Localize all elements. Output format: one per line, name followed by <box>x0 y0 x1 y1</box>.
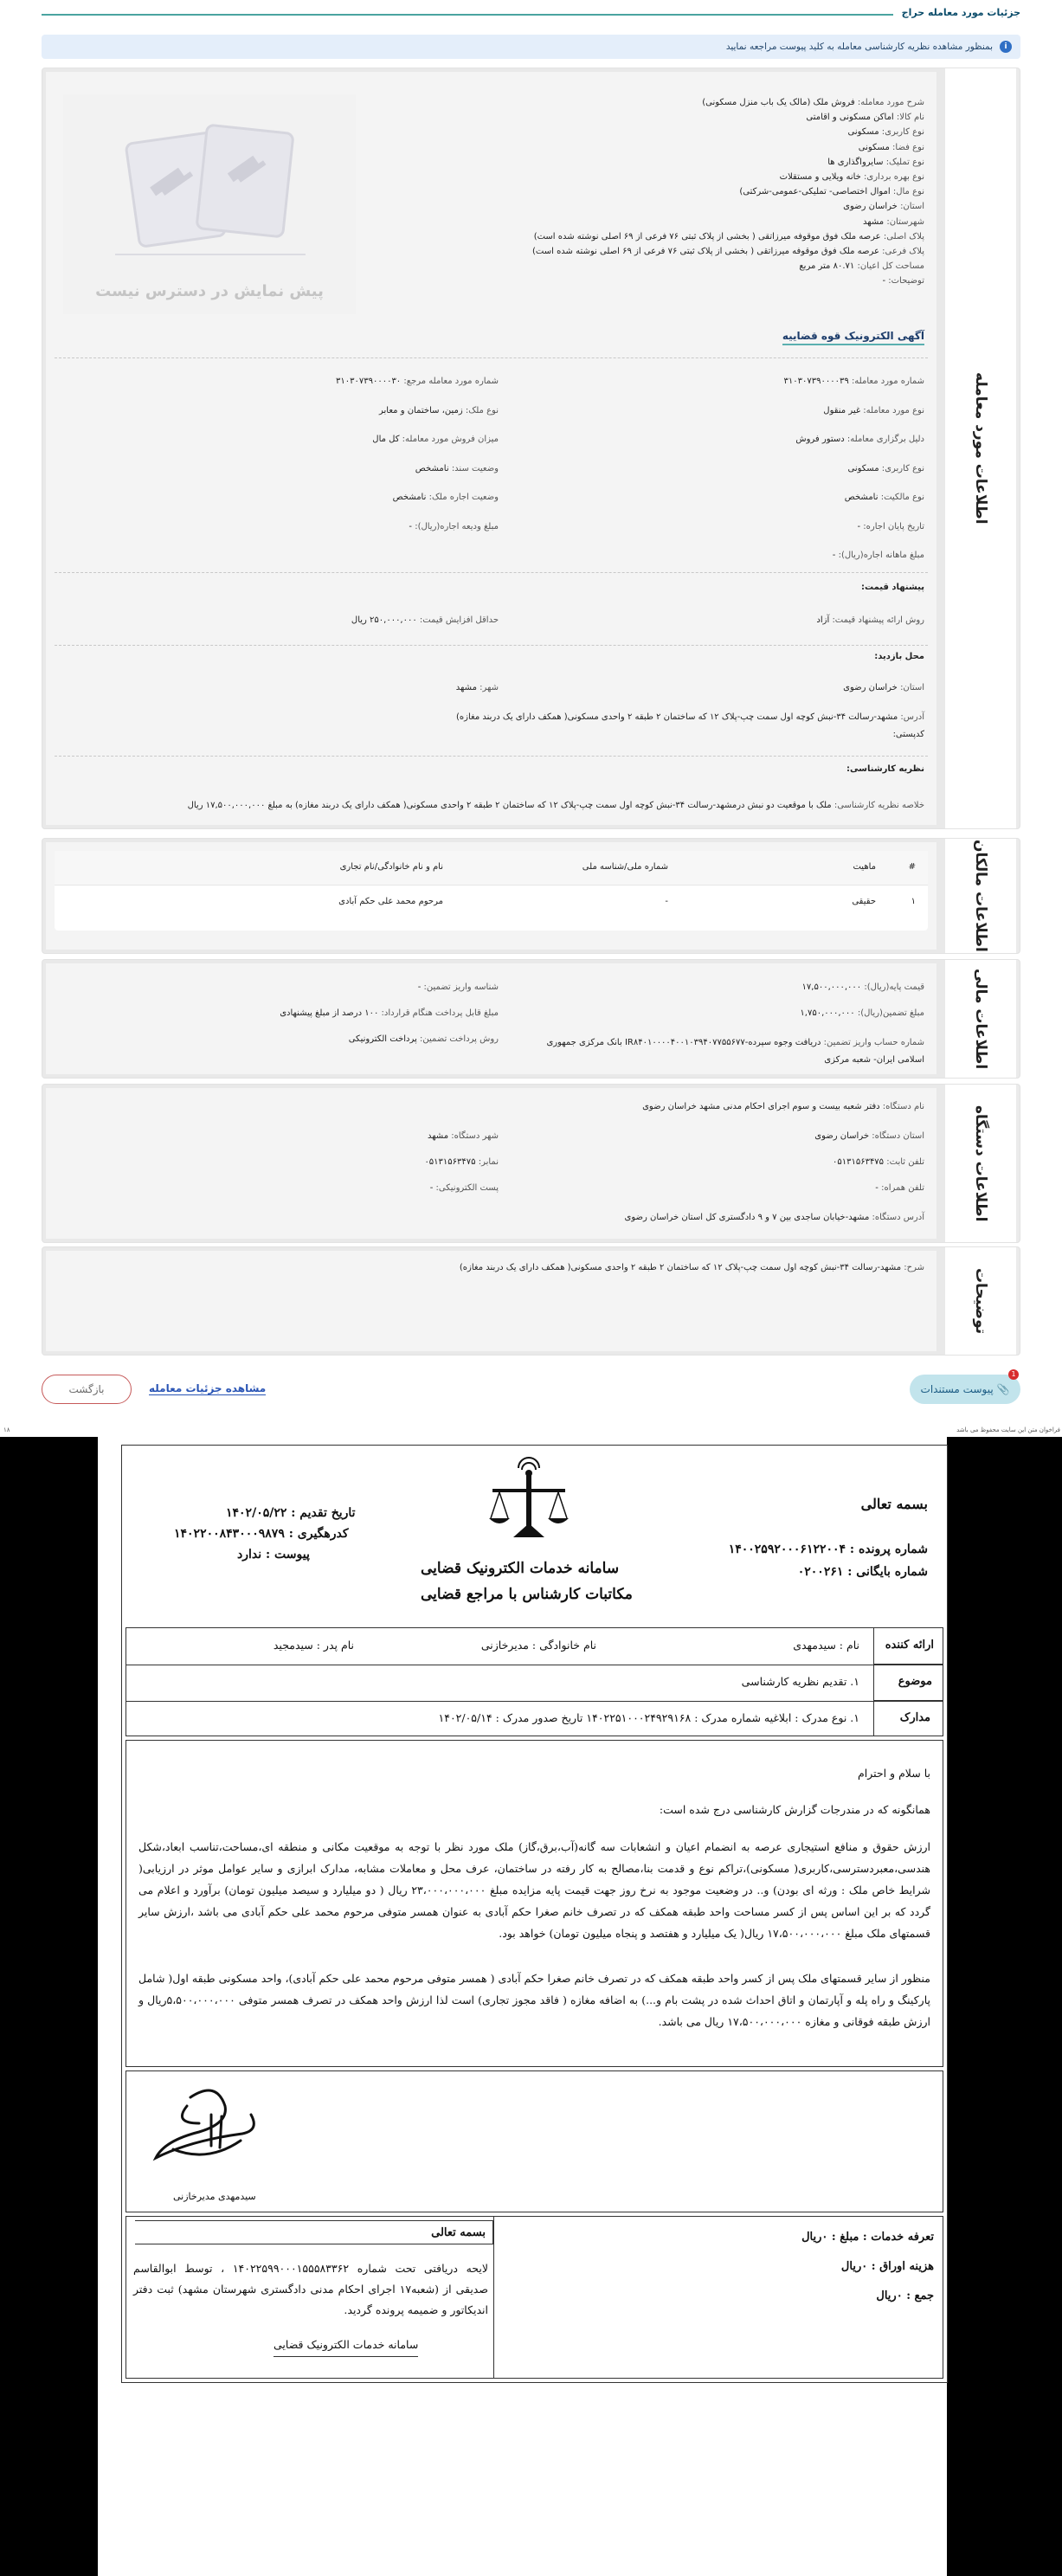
field-value: خراسان رضوی <box>843 202 898 212</box>
doc-docs: ۱. نوع مدرک : ابلاغیه شماره مدرک : ۱۴۰۲۲۵۱۰۰۰۲۴۹۲۹۱۶۸ تاریخ صدور مدرک : ۱۴۰۲/۰۵/۱۴ <box>438 1711 859 1724</box>
field-value: - <box>429 1183 434 1193</box>
field-row <box>814 1131 924 1141</box>
viewer-margin-right <box>947 1437 1062 2576</box>
field-row <box>858 522 925 531</box>
field-row <box>843 202 924 211</box>
divider <box>55 357 928 358</box>
deal-section-body <box>46 72 936 825</box>
field-row <box>863 217 924 227</box>
info-notice <box>42 35 1020 59</box>
field-label: دلیل برگزاری معامله: <box>846 435 924 444</box>
owners-section <box>42 838 1020 954</box>
field-value: زمین، ساختمان و معابر <box>378 405 463 415</box>
doc-body-box <box>126 1740 943 2067</box>
field-label: روش پرداخت تضمین: <box>420 1034 499 1044</box>
doc-paragraph-2: منظور از سایر قسمتهای ملک پس از کسر واحد طبقه همکف که در تصرف خانم صغرا حکم آبادی ( همسر متوفی مرحوم محمد علی حکم آبادی)، واحد مسکونی طبقه اول( شامل پارکینگ و راه پله و آپارتمان و اتاق احداث شده در پشت بام و...) به اضافه مغازه ( فاقد مجوز تجاری) است لذا ارزش واحد همکف در تصرف همسر متوفی ۵،۵۰۰،۰۰۰،۰۰۰ریال و ارزش طبقه فوقانی و مغازه ۱۷،۵۰۰،۰۰۰،۰۰۰ ریال می باشد. <box>138 1972 930 2028</box>
field-value: مسکونی <box>847 127 879 138</box>
field-value: مشهد <box>427 1131 449 1141</box>
visit-title: محل بازدید: <box>874 652 924 661</box>
owners-section-tab: اطلاعات مالکان <box>945 839 1020 953</box>
price-method: روش ارائه پیشنهاد قیمت: آزاد <box>816 615 924 625</box>
signature-image <box>138 2080 268 2184</box>
expert-title: نظریه کارشناسی: <box>846 764 924 774</box>
field-label: مبلغ تضمین(ریال): <box>857 1008 924 1018</box>
field-value: مشهد <box>863 216 885 227</box>
field-label: مبلغ ماهانه اجاره(ریال): <box>838 551 924 560</box>
image-placeholder <box>63 94 356 314</box>
doc-sign-name: سیدمهدی مدیرخازنی <box>173 2191 256 2202</box>
field-label: قیمت پایه(ریال): <box>864 982 924 992</box>
doc-sys-title: سامانه خدمات الکترونیک قضایی <box>421 1560 620 1577</box>
owners-cell: - <box>665 897 668 906</box>
finance-section-body <box>46 963 936 1074</box>
field-row <box>875 1183 924 1193</box>
field-value: نامشخص <box>415 463 449 473</box>
notice-text: بمنظور مشاهده نظریه کارشناسی معامله به کلید پیوست مراجعه نمایید <box>725 42 993 52</box>
owners-header-cell: # <box>908 862 916 872</box>
attachments-count-badge: 1 <box>1008 1369 1019 1380</box>
field-row <box>799 261 924 271</box>
field-label: مبلغ ودیعه اجاره(ریال): <box>415 521 499 531</box>
doc-besm-2: بسمه تعالی <box>135 2220 493 2244</box>
field-row <box>800 1008 924 1018</box>
field-label: نوع بهره برداری: <box>864 172 924 182</box>
deal-section <box>42 68 1020 829</box>
field-value: ۳۱۰۳۰۷۳۹۰۰۰۰۳۰ <box>335 377 402 386</box>
field-value: غیر منقول <box>823 405 861 415</box>
min-increase: حداقل افزایش قیمت: ۲۵۰,۰۰۰,۰۰۰ ریال <box>351 615 499 625</box>
doc-case-no: شماره پرونده : ۱۴۰۰۲۵۹۲۰۰۰۶۱۲۲۰۰۴ <box>728 1542 928 1556</box>
field-label: وضعیت سند: <box>451 463 499 473</box>
field-value: - <box>857 521 861 531</box>
expert-report-document <box>98 1437 947 2576</box>
field-value: خراسان رضوی <box>814 1131 870 1141</box>
field-value: دریافت وجوه سپرده-IR۸۴۰۱۰۰۰۰۴۰۰۱۰۳۹۴۰۷۷۵۵۶۷۷ بانک مرکزی جمهوری اسلامی ایران- شعبه مرکزی <box>546 1038 924 1065</box>
doc-besm: بسمه تعالی <box>860 1496 928 1512</box>
ekad-link[interactable]: آگهی الکترونیک قوه قضاییه <box>782 330 924 345</box>
field-value: ۰۵۱۳۱۵۶۳۴۷۵ <box>832 1157 885 1167</box>
field-value: اماکن مسکونی و اقامتی <box>806 113 894 123</box>
field-value: ۸۰.۷۱ متر مربع <box>799 261 855 272</box>
office-section-tab: اطلاعات دستگاه <box>945 1085 1020 1242</box>
doc-total: جمع : ۰ریال <box>876 2289 934 2302</box>
field-label: استان: <box>900 202 924 212</box>
notes-section-tab: توضیحات <box>945 1247 1020 1355</box>
owners-table-header <box>55 851 928 886</box>
expert-summary: خلاصه نظریه کارشناسی: ملک با موقعیت دو نبش درمشهد-رسالت ۳۴-نبش کوچه اول سمت چپ-پلاک ۱۲ که ساختمان ۲ طبقه ۲ واحدی مسکونی( همکف دارای یک دربند مغازه) به مبلغ ۱۷,۵۰۰,۰۰۰,۰۰۰ ریال <box>187 801 924 810</box>
field-row <box>702 98 924 107</box>
field-value: ۳۱۰۳۰۷۳۹۰۰۰۰۳۹ <box>783 377 849 386</box>
field-label: نوع مورد معامله: <box>863 405 924 415</box>
field-row <box>532 247 924 256</box>
field-row <box>379 406 499 415</box>
doc-info-table <box>126 1627 943 1736</box>
visit-province: استان: خراسان رضوی <box>843 683 924 692</box>
deal-section-tab: اطلاعات مورد معامله <box>945 68 1020 828</box>
field-label: شماره مورد معامله مرجع: <box>403 377 499 386</box>
doc-subject: ۱. تقدیم نظریه کارشناسی <box>741 1675 859 1688</box>
field-row <box>847 464 924 473</box>
field-value: ۱۰۰ درصد از مبلغ پیشنهادی <box>280 1008 379 1018</box>
field-label: نوع کاربری: <box>881 127 924 138</box>
owners-cell: ۱ <box>911 897 916 906</box>
finance-section <box>42 959 1020 1079</box>
field-label: نوع تملیک: <box>885 157 924 167</box>
viewer-margin-left <box>0 1437 98 2576</box>
field-label: استان دستگاه: <box>872 1131 924 1141</box>
doc-provider-label: ارائه کننده <box>885 1639 934 1652</box>
field-label: شناسه واریز تضمین: <box>423 982 499 992</box>
doc-note: لایحه دریافتی تحت شماره ۱۴۰۲۲۵۹۹۰۰۰۱۵۵۵۸۳۳۶۲ ، توسط ابوالقاسم صدیقی از (شعبه۱۷ اجرای احکام مدنی دادگستری شهرستان مشهد) ثبت دفتر اندیکاتور و ضمیمه پرونده گردید. <box>133 2262 488 2316</box>
field-row <box>833 551 924 560</box>
field-row <box>847 127 924 137</box>
field-label: تلفن همراه: <box>881 1183 924 1193</box>
viewer-strip <box>0 1426 1062 1437</box>
visit-postal: کدپستی: <box>892 730 924 739</box>
attachments-button[interactable] <box>910 1370 1020 1404</box>
owners-header-cell: نام و نام خانوادگی/نام تجاری <box>339 862 443 872</box>
doc-note-sys: سامانه خدمات الکترونیک قضایی <box>274 2338 418 2357</box>
field-row <box>424 1157 499 1167</box>
field-label: شماره مورد معامله: <box>851 377 924 386</box>
field-label: مساحت کل اعیان: <box>857 261 924 272</box>
field-label: پست الکترونیکی: <box>435 1183 499 1193</box>
field-value: خانه ویلایی و مستقلات <box>779 172 861 182</box>
field-value: کل مال <box>372 435 400 444</box>
field-value: - <box>832 551 836 560</box>
doc-attach: پیوست : ندارد <box>237 1548 310 1562</box>
field-value: مسکونی <box>858 142 890 152</box>
field-row <box>349 1034 499 1044</box>
field-label: نام کالا: <box>896 113 924 123</box>
field-value: عرصه ملک فوق موقوفه میرزاتقی ( بخشی از پلاک ثبتی ۷۶ فرعی از ۶۹ اصلی نوشته شده است) <box>533 231 881 242</box>
owners-cell: مرحوم محمد علی حکم آبادی <box>338 897 443 906</box>
field-label: نوع کاربری: <box>881 463 924 473</box>
field-row <box>802 982 924 992</box>
divider <box>55 756 928 757</box>
field-label: شهر دستگاه: <box>451 1131 499 1141</box>
field-row <box>280 1008 499 1018</box>
field-row <box>739 187 924 196</box>
field-label: تاریخ پایان اجاره: <box>863 521 924 531</box>
visit-address: آدرس: مشهد-رسالت ۳۴-نبش کوچه اول سمت چپ-پلاک ۱۲ که ساختمان ۲ طبقه ۲ واحدی مسکونی( همکف دارای یک دربند مغازه) <box>455 712 924 722</box>
doc-archive-no: شماره بایگانی : ۰۲۰۰۲۶۱ <box>797 1565 928 1579</box>
field-row <box>430 1183 499 1193</box>
image-caption: پیش نمایش در دسترس نیست <box>95 282 324 300</box>
field-label: وضعیت اجاره ملک: <box>428 493 499 502</box>
field-row <box>795 435 924 444</box>
justice-scale-icon <box>486 1454 572 1558</box>
field-label: نوع مال: <box>892 187 924 197</box>
field-value: دستور فروش <box>795 435 845 444</box>
field-label: میزان فروش مورد معامله: <box>402 435 499 444</box>
details-link[interactable]: مشاهده جزئیات معامله <box>149 1382 267 1394</box>
field-value: نامشخص <box>844 493 879 502</box>
field-label: نمابر: <box>478 1157 499 1167</box>
owners-cell: حقیقی <box>852 897 876 906</box>
doc-intro: همانگونه که در مندرجات گزارش کارشناسی درج شده است: <box>659 1803 930 1816</box>
notes-text: شرح: مشهد-رسالت ۳۴-نبش کوچه اول سمت چپ-پلاک ۱۲ که ساختمان ۲ طبقه ۲ واحدی مسکونی( همکف دارای یک دربند مغازه) <box>459 1263 924 1272</box>
field-label: شهرستان: <box>886 216 924 227</box>
visit-city: شهر: مشهد <box>455 683 499 692</box>
field-row <box>534 232 924 242</box>
field-value: ۱۷,۵۰۰,۰۰۰,۰۰۰ <box>801 982 862 992</box>
doc-submit-date: تاریخ تقدیم : ۱۴۰۲/۰۵/۲۲ <box>226 1506 356 1520</box>
divider <box>55 645 928 646</box>
doc-name: نام : سیدمهدی <box>793 1639 859 1652</box>
field-label: تلفن ثابت: <box>886 1157 924 1167</box>
owners-table-body <box>55 886 928 920</box>
office-name: نام دستگاه: دفتر شعبه بیست و سوم اجرای احکام مدنی مشهد خراسان رضوی <box>642 1102 924 1111</box>
field-label: نوع مالکیت: <box>880 493 924 502</box>
field-row <box>409 522 499 531</box>
field-value: - <box>417 982 422 992</box>
field-label: توضیحات: <box>888 276 924 287</box>
doc-paragraph-1: ارزش حقوق و منافع استیجاری عرصه به انضمام اعیان و انشعابات سه گانه(آب،برق،گاز) ملک مورد نظر با توجه به موقعیت مکانی و منطقه ای،مساحت،تناسب ابعاد،شکل هندسی،معبردسترسی،کاربری( مسکونی)،تراکم نوع و قدمت بنا،مصالح به کار رفته در ساختمان، عرف محل و معاملات مشابه، مدارک ابرازی و سایر عوامل موثر در ارزیابی( شرایط خاص ملک : ورثه ای بودن) و.. در وضعیت موجود به نرخ روز جهت قیمت پایه مزایده مبلغ ۲۳،۰۰۰،۰۰۰،۰۰۰ ریال ( دو میلیارد و سیصد میلیون تومان) برآورد و اعلام می گردد که بر این اساس پس از کسر مساحت واحد طبقه همکف که در تصرف خانم صغرا حکم آبادی به عنوان همسر متوفی مرحوم محمد علی حکم آبادی می باشد ،ارزش سایر قسمتهای ملک مبلغ ۱۷،۵۰۰،۰۰۰،۰۰۰ ریال( یک میلیارد و هفتصد و پنجاه میلیون تومان) خواهد بود. <box>138 1840 930 1940</box>
field-row <box>806 113 924 122</box>
price-suggest-title: پیشنهاد قیمت: <box>861 583 924 592</box>
field-label: شرح مورد معامله: <box>857 98 924 107</box>
doc-sys-sub: مکاتبات کارشناس با مراجع قضایی <box>421 1586 633 1603</box>
strip-page: ۱۸ <box>3 1426 10 1433</box>
field-value: نامشخص <box>392 493 427 502</box>
doc-signature-box <box>126 2070 943 2212</box>
field-row <box>428 1131 499 1141</box>
field-label: شماره حساب واریز تضمین: <box>823 1038 924 1047</box>
field-row <box>415 464 499 473</box>
field-value: - <box>875 1183 879 1193</box>
doc-fee: تعرفه خدمات : مبلغ : ۰ریال <box>801 2231 934 2244</box>
field-value: ۰۵۱۳۱۵۶۳۴۷۵ <box>424 1157 476 1167</box>
divider <box>126 1701 943 1702</box>
field-value: عرصه ملک فوق موقوفه میرزاتقی ( بخشی از پلاک ثبتی ۷۶ فرعی از ۶۹ اصلی نوشته شده است) <box>532 247 879 256</box>
doc-docs-label: مدارک <box>899 1711 930 1724</box>
notes-section-body <box>46 1251 936 1351</box>
field-row <box>780 172 924 182</box>
info-icon: i <box>1000 41 1012 53</box>
field-value: مسکونی <box>847 463 879 473</box>
field-value: پرداخت الکترونیکی <box>348 1034 417 1044</box>
field-label: پلاک فرعی: <box>882 247 924 256</box>
owners-header-cell: شماره ملی/شناسه ملی <box>582 862 668 872</box>
doc-father: نام پدر : سیدمجید <box>273 1639 354 1652</box>
field-value: - <box>409 521 413 531</box>
paperclip-icon: 📎 <box>996 1383 1010 1395</box>
owners-section-body <box>46 842 936 950</box>
doc-paper: هزینه اوراق : ۰ریال <box>840 2260 934 2273</box>
gavel-icon <box>63 94 356 267</box>
field-row <box>859 143 924 152</box>
page-header <box>42 5 1020 26</box>
divider <box>55 572 928 573</box>
back-button[interactable]: بازگشت <box>42 1375 132 1404</box>
doc-family: نام خانوادگی : مدیرخازنی <box>480 1639 596 1652</box>
owners-header-cell: ماهیت <box>853 862 876 872</box>
field-row <box>845 493 924 502</box>
field-row <box>882 276 924 286</box>
field-value: - <box>882 276 886 287</box>
field-row <box>372 435 499 444</box>
header-divider <box>42 14 1020 16</box>
field-row <box>393 493 499 502</box>
notes-section <box>42 1246 1020 1356</box>
doc-fees-box <box>126 2216 943 2379</box>
field-value: سایرواگذاری ها <box>827 157 884 167</box>
finance-section-tab: اطلاعات مالی <box>945 960 1020 1078</box>
doc-tracking: کدرهگیری : ۱۴۰۲۲۰۰۸۴۳۰۰۰۹۸۷۹ <box>174 1527 349 1541</box>
field-value: ۱,۷۵۰,۰۰۰,۰۰۰ <box>800 1008 855 1018</box>
field-row <box>827 158 924 167</box>
field-row <box>336 377 499 386</box>
doc-greet: با سلام و احترام <box>858 1767 930 1780</box>
field-label: نوع ملک: <box>465 405 499 415</box>
page-title: جزئیات مورد معامله حراج <box>893 7 1020 18</box>
divider <box>493 2217 494 2378</box>
field-label: نوع فضا: <box>892 142 924 152</box>
field-row <box>823 406 924 415</box>
field-value: اموال اختصاصی- تملیکی-عمومی-شرکتی) <box>739 187 891 197</box>
attachments-label: پیوست مستندات <box>920 1383 994 1395</box>
owners-table <box>55 851 928 931</box>
field-row <box>518 1034 924 1069</box>
field-row <box>418 982 499 992</box>
field-row <box>784 377 924 386</box>
field-value: فروش ملک (مالک یک باب منزل مسکونی) <box>702 98 855 107</box>
document-frame <box>121 1445 948 2383</box>
office-section-body <box>46 1088 936 1239</box>
doc-subject-label: موضوع <box>898 1675 932 1688</box>
strip-text: فراخوان متن این سایت محفوظ می باشد <box>956 1426 1060 1433</box>
field-label: مبلغ قابل پرداخت هنگام قرارداد: <box>381 1008 499 1018</box>
field-row <box>833 1157 924 1167</box>
office-section <box>42 1084 1020 1243</box>
office-address: آدرس دستگاه: مشهد-خیابان ساجدی بین ۷ و ۹ دادگستری کل استان خراسان رضوی <box>624 1213 924 1222</box>
field-label: پلاک اصلی: <box>883 231 924 242</box>
